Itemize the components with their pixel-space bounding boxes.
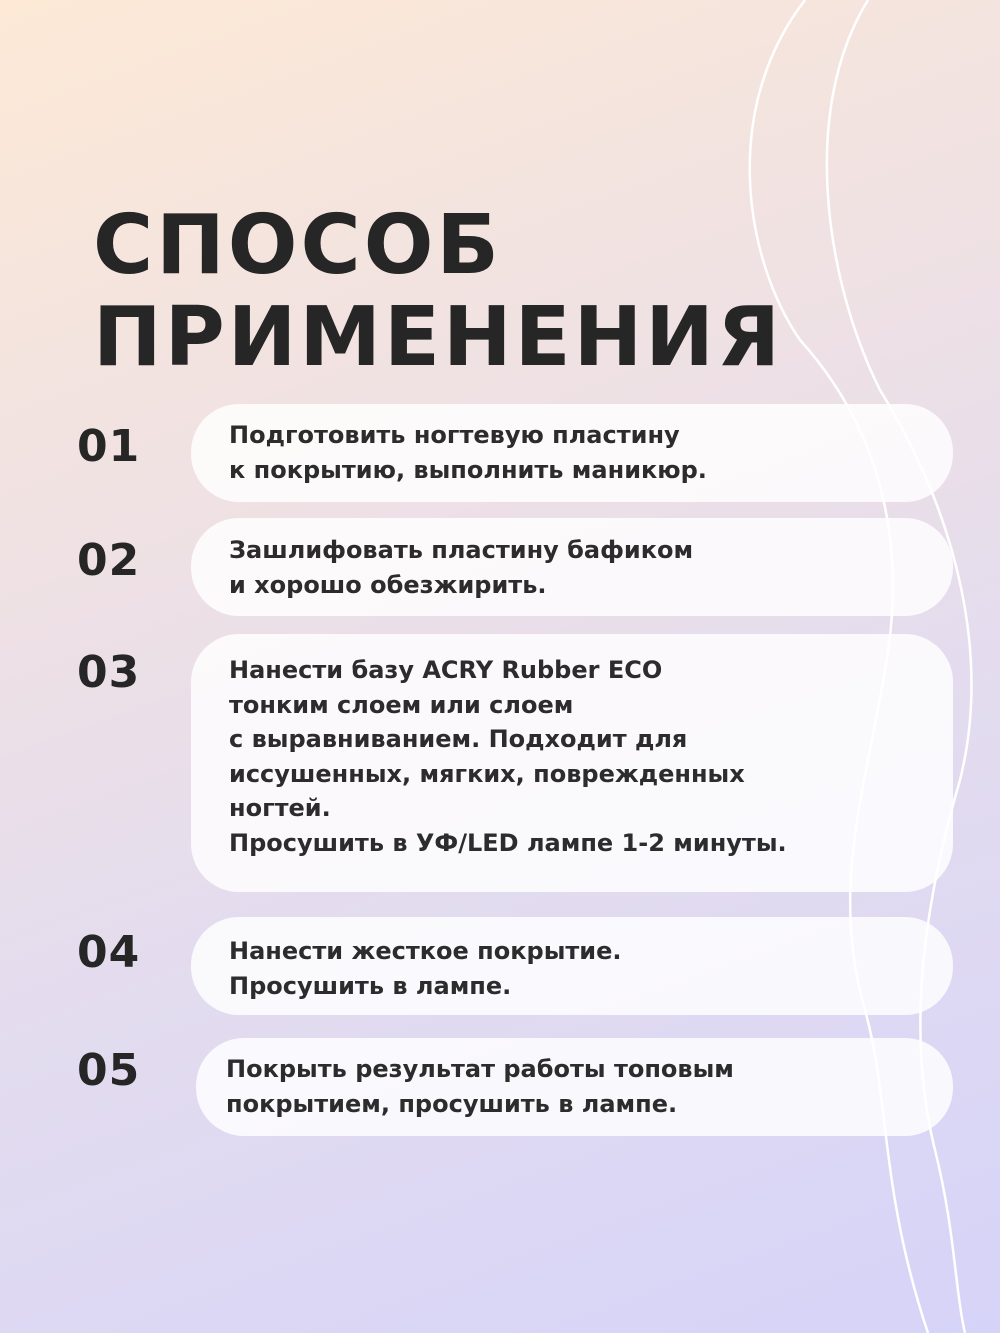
step-text-04: Нанести жесткое покрытие. Просушить в лампе. <box>229 937 622 1000</box>
step-text-03: Нанести базу ACRY Rubber ECO тонким слоем или слоем с выравниванием. Подходит для иссушенных, мягких, поврежденных ногтей. Просушить в УФ/LED лампе 1-2 минуты. <box>229 656 787 857</box>
page-title-line-2: ПРИМЕНЕНИЯ <box>93 290 784 385</box>
step-number-01: 01 <box>77 421 141 472</box>
page-title <box>93 200 783 384</box>
step-text-02: Зашлифовать пластину бафиком и хорошо обезжирить. <box>229 536 694 599</box>
step-text-01: Подготовить ногтевую пластину к покрытию, выполнить маникюр. <box>229 421 707 484</box>
step-number-05: 05 <box>77 1045 141 1096</box>
step-text-05: Покрыть результат работы топовым покрытием, просушить в лампе. <box>226 1055 734 1118</box>
step-number-03: 03 <box>77 647 141 698</box>
page-title-line-1: СПОСОБ <box>93 198 502 293</box>
step-number-02: 02 <box>77 535 141 586</box>
step-number-04: 04 <box>77 927 141 978</box>
